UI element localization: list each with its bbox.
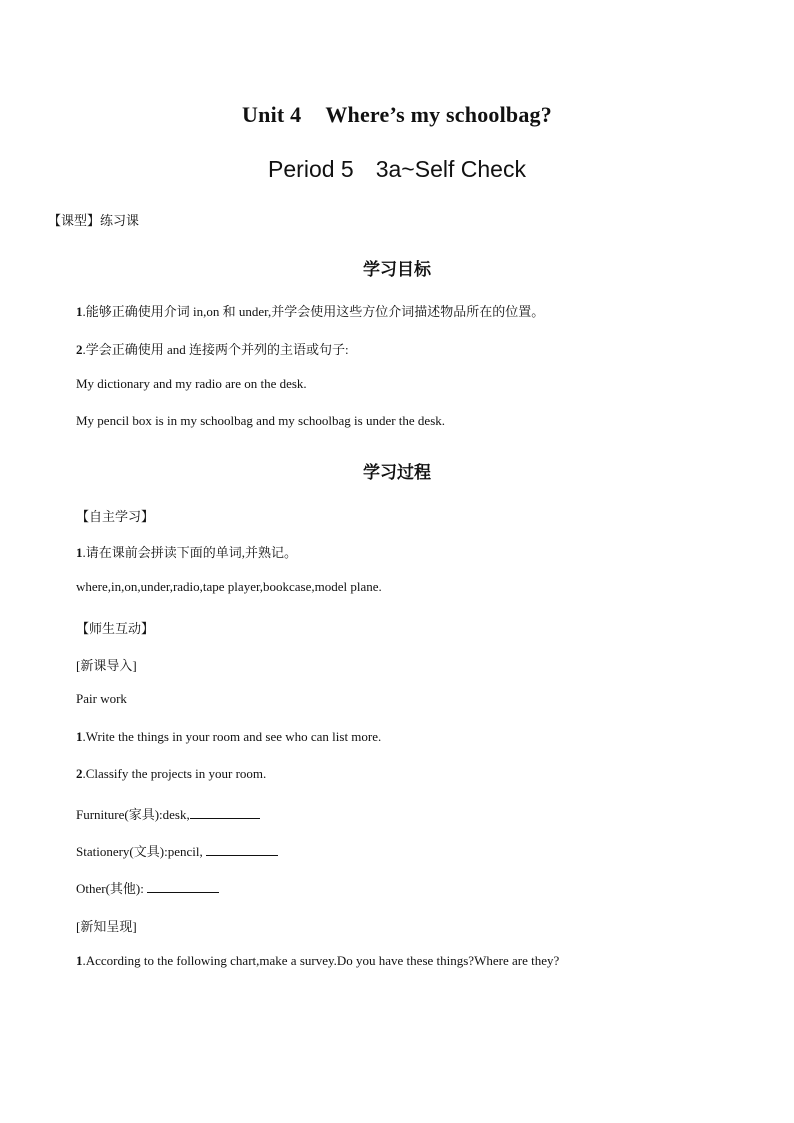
furniture-line — [76, 804, 260, 823]
lesson-type-label: 【课型】 — [48, 213, 101, 228]
new-lesson-label: [新课导入] — [76, 658, 137, 673]
pair-work-label: Pair work — [76, 691, 127, 706]
goal-item-2-text: .学会正确使用 and 连接两个并列的主语或句子: — [82, 342, 349, 357]
page-subtitle — [0, 156, 794, 183]
furniture-label: Furniture(家具):desk, — [76, 807, 190, 822]
task-item-2-text: .Classify the projects in your room. — [82, 766, 267, 781]
stationery-blank — [206, 843, 278, 856]
period-range: 3a~Self Check — [375, 156, 526, 182]
survey-item-1-text: .According to the following chart,make a survey.Do you have these things?Where are they? — [82, 953, 560, 968]
goal-item-2-number: 2 — [76, 342, 83, 357]
goal-example-2: My pencil box is in my schoolbag and my schoolbag is under the desk. — [76, 413, 446, 428]
task-item-1 — [76, 729, 381, 745]
goal-item-1-text: .能够正确使用介词 in,on 和 under,并学会使用这些方位介词描述物品所在的位置。 — [82, 304, 545, 319]
goal-item-2 — [76, 339, 349, 358]
self-study-item-1-text: .请在课前会拼读下面的单词,并熟记。 — [82, 545, 298, 560]
task-item-2 — [76, 766, 266, 782]
stationery-label: Stationery(文具):pencil, — [76, 844, 203, 859]
interaction-label: 【师生互动】 — [76, 621, 155, 636]
stationery-line — [76, 841, 278, 860]
lesson-type-value: 练习课 — [100, 213, 140, 228]
goal-item-1 — [76, 301, 544, 320]
furniture-blank — [190, 806, 260, 819]
task-item-1-text: .Write the things in your room and see who can list more. — [82, 729, 382, 744]
new-knowledge-label: [新知呈现] — [76, 919, 137, 934]
self-study-label: 【自主学习】 — [76, 509, 155, 524]
task-item-2-number: 2 — [76, 766, 83, 781]
task-item-1-number: 1 — [76, 729, 83, 744]
period-label: Period 5 — [268, 156, 354, 182]
unit-label: Unit 4 — [242, 102, 302, 127]
unit-title: Where’s my schoolbag? — [325, 102, 552, 127]
other-blank — [147, 880, 219, 893]
survey-item-1 — [76, 953, 559, 969]
other-label: Other(其他): — [76, 881, 144, 896]
other-line — [76, 878, 219, 897]
survey-item-1-number: 1 — [76, 953, 83, 968]
self-study-item-1 — [76, 542, 297, 561]
process-heading: 学习过程 — [363, 463, 431, 482]
lesson-type — [48, 210, 139, 229]
word-list: where,in,on,under,radio,tape player,bookcase,model plane. — [76, 579, 382, 594]
goal-example-1: My dictionary and my radio are on the desk. — [76, 376, 307, 391]
goals-heading: 学习目标 — [363, 260, 431, 279]
page-title — [0, 102, 794, 128]
goal-item-1-number: 1 — [76, 304, 83, 319]
self-study-item-1-number: 1 — [76, 545, 83, 560]
